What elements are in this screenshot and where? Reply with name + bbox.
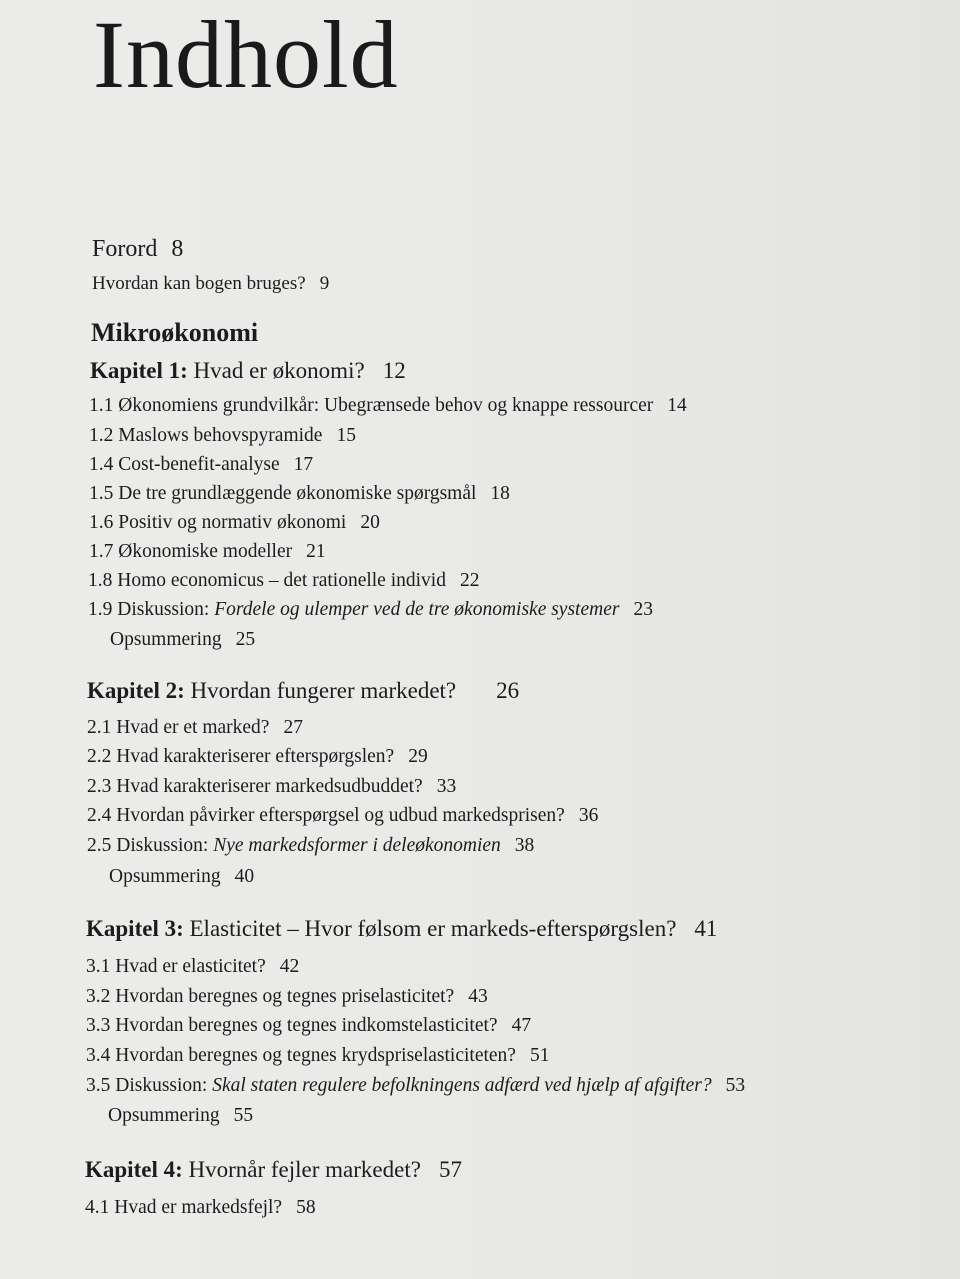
entry-text: Hvad karakteriserer efterspørgslen? — [116, 746, 395, 767]
summary-page: 25 — [235, 629, 256, 650]
toc-entry — [87, 718, 303, 738]
entry-number: 1.2 — [89, 425, 114, 446]
entry-text: Forord — [92, 236, 158, 262]
entry-number: 2.2 — [87, 746, 112, 767]
chapter-label: Kapitel 3: — [86, 916, 184, 941]
toc-entry — [89, 455, 313, 475]
toc-entry — [87, 836, 534, 856]
entry-number: 3.2 — [86, 986, 111, 1007]
toc-summary — [109, 867, 254, 887]
summary-label: Opsummering — [108, 1105, 220, 1126]
summary-page: 40 — [234, 866, 255, 887]
toc-summary — [110, 630, 255, 650]
toc-entry — [89, 426, 356, 446]
entry-text: Diskussion: — [117, 599, 210, 620]
entry-text: Homo economicus – det rationelle individ — [117, 570, 446, 591]
chapter-heading — [85, 1158, 462, 1181]
chapter-title: Elasticitet – Hvor følsom er markeds-efterspørgslen? — [189, 916, 677, 941]
entry-number: 1.8 — [88, 570, 113, 591]
entry-page: 22 — [459, 570, 480, 591]
entry-text: Hvordan beregnes og tegnes priselasticitet? — [115, 986, 455, 1007]
toc-entry — [88, 571, 479, 591]
chapter-label: Kapitel 2: — [87, 678, 185, 703]
summary-label: Opsummering — [110, 629, 222, 650]
toc-entry — [87, 806, 598, 826]
entry-page: 15 — [336, 425, 356, 446]
entry-text: Cost-benefit-analyse — [118, 454, 280, 475]
entry-page: 21 — [306, 541, 326, 562]
entry-number: 1.6 — [89, 512, 114, 533]
toc-entry — [89, 484, 510, 504]
entry-number: 1.1 — [89, 395, 114, 416]
entry-page: 17 — [293, 454, 314, 475]
entry-number: 3.4 — [86, 1045, 111, 1066]
entry-text: Hvad er elasticitet? — [115, 956, 266, 977]
entry-text: Hvad er markedsfejl? — [114, 1197, 283, 1218]
toc-entry — [88, 600, 653, 620]
toc-entry-hvordan — [92, 274, 329, 293]
chapter-page: 12 — [382, 358, 406, 383]
entry-number: 4.1 — [85, 1197, 110, 1218]
chapter-title: Hvornår fejler markedet? — [188, 1157, 421, 1182]
chapter-title: Hvordan fungerer markedet? — [190, 678, 457, 703]
summary-page: 55 — [233, 1105, 254, 1126]
entry-page: 42 — [279, 956, 300, 977]
toc-entry — [86, 957, 299, 977]
entry-page: 23 — [633, 599, 653, 620]
entry-text: Hvad er et marked? — [116, 717, 270, 738]
entry-italic-text: Nye markedsformer i deleøkonomien — [213, 835, 501, 856]
entry-number: 2.5 — [87, 835, 112, 856]
entry-page: 38 — [514, 835, 535, 856]
entry-text: Hvordan påvirker efterspørgsel og udbud markedsprisen? — [116, 805, 565, 826]
entry-page: 47 — [511, 1015, 532, 1036]
entry-text: Hvordan beregnes og tegnes krydspriselasticiteten? — [115, 1045, 516, 1066]
entry-number: 1.4 — [89, 454, 114, 475]
entry-page: 43 — [468, 986, 488, 1007]
entry-text: Hvad karakteriserer markedsudbuddet? — [116, 776, 423, 797]
toc-entry-forord — [92, 237, 183, 261]
chapter-heading — [90, 359, 406, 382]
entry-text: De tre grundlæggende økonomiske spørgsmål — [118, 483, 477, 504]
entry-number: 1.9 — [88, 599, 113, 620]
entry-page: 29 — [408, 746, 428, 767]
chapter-title: Hvad er økonomi? — [193, 358, 365, 383]
part-heading: Mikroøkonomi — [91, 318, 259, 347]
entry-page: 58 — [296, 1197, 316, 1218]
entry-text: Hvordan beregnes og tegnes indkomstelasticitet? — [115, 1015, 498, 1036]
toc-entry — [86, 1076, 745, 1096]
entry-page: 14 — [667, 395, 687, 416]
toc-entry — [87, 747, 428, 767]
chapter-label: Kapitel 4: — [85, 1157, 183, 1182]
entry-italic-text: Fordele og ulemper ved de tre økonomiske systemer — [214, 599, 620, 620]
chapter-page: 57 — [438, 1157, 462, 1182]
toc-entry — [89, 396, 687, 416]
entry-text: Diskussion: — [115, 1075, 208, 1096]
toc-summary — [108, 1106, 253, 1126]
toc-entry — [86, 1016, 531, 1036]
entry-page: 20 — [360, 512, 380, 533]
entry-page: 8 — [171, 236, 184, 262]
chapter-heading — [86, 917, 717, 940]
entry-number: 3.5 — [86, 1075, 111, 1096]
toc-entry — [86, 987, 488, 1007]
entry-number: 3.1 — [86, 956, 111, 977]
chapter-label: Kapitel 1: — [90, 358, 188, 383]
summary-label: Opsummering — [109, 866, 221, 887]
entry-page: 18 — [490, 483, 510, 504]
entry-italic-text: Skal staten regulere befolkningens adfærd ved hjælp af afgifter? — [212, 1075, 712, 1096]
page-title: Indhold — [93, 1, 399, 108]
entry-number: 3.3 — [86, 1015, 111, 1036]
entry-page: 51 — [529, 1045, 550, 1066]
entry-number: 1.5 — [89, 483, 114, 504]
entry-text: Hvordan kan bogen bruges? — [92, 273, 306, 294]
entry-number: 2.3 — [87, 776, 112, 797]
entry-text: Positiv og normativ økonomi — [118, 512, 347, 533]
toc-entry — [89, 513, 380, 533]
entry-number: 1.7 — [89, 541, 114, 562]
toc-entry — [86, 1046, 549, 1066]
entry-text: Økonomiske modeller — [118, 541, 293, 562]
entry-page: 27 — [283, 717, 303, 738]
entry-page: 36 — [578, 805, 599, 826]
entry-text: Økonomiens grundvilkår: Ubegrænsede behov og knappe ressourcer — [118, 395, 654, 416]
chapter-heading — [87, 679, 519, 702]
entry-number: 2.1 — [87, 717, 112, 738]
toc-entry — [87, 777, 456, 797]
chapter-page: 26 — [496, 678, 520, 703]
toc-entry — [85, 1198, 316, 1218]
toc-entry — [89, 542, 326, 562]
entry-text: Diskussion: — [116, 835, 209, 856]
entry-text: Maslows behovspyramide — [118, 425, 323, 446]
chapter-page: 41 — [694, 916, 718, 941]
entry-page: 9 — [319, 273, 330, 294]
entry-page: 33 — [436, 776, 457, 797]
entry-number: 2.4 — [87, 805, 112, 826]
entry-page: 53 — [725, 1075, 746, 1096]
